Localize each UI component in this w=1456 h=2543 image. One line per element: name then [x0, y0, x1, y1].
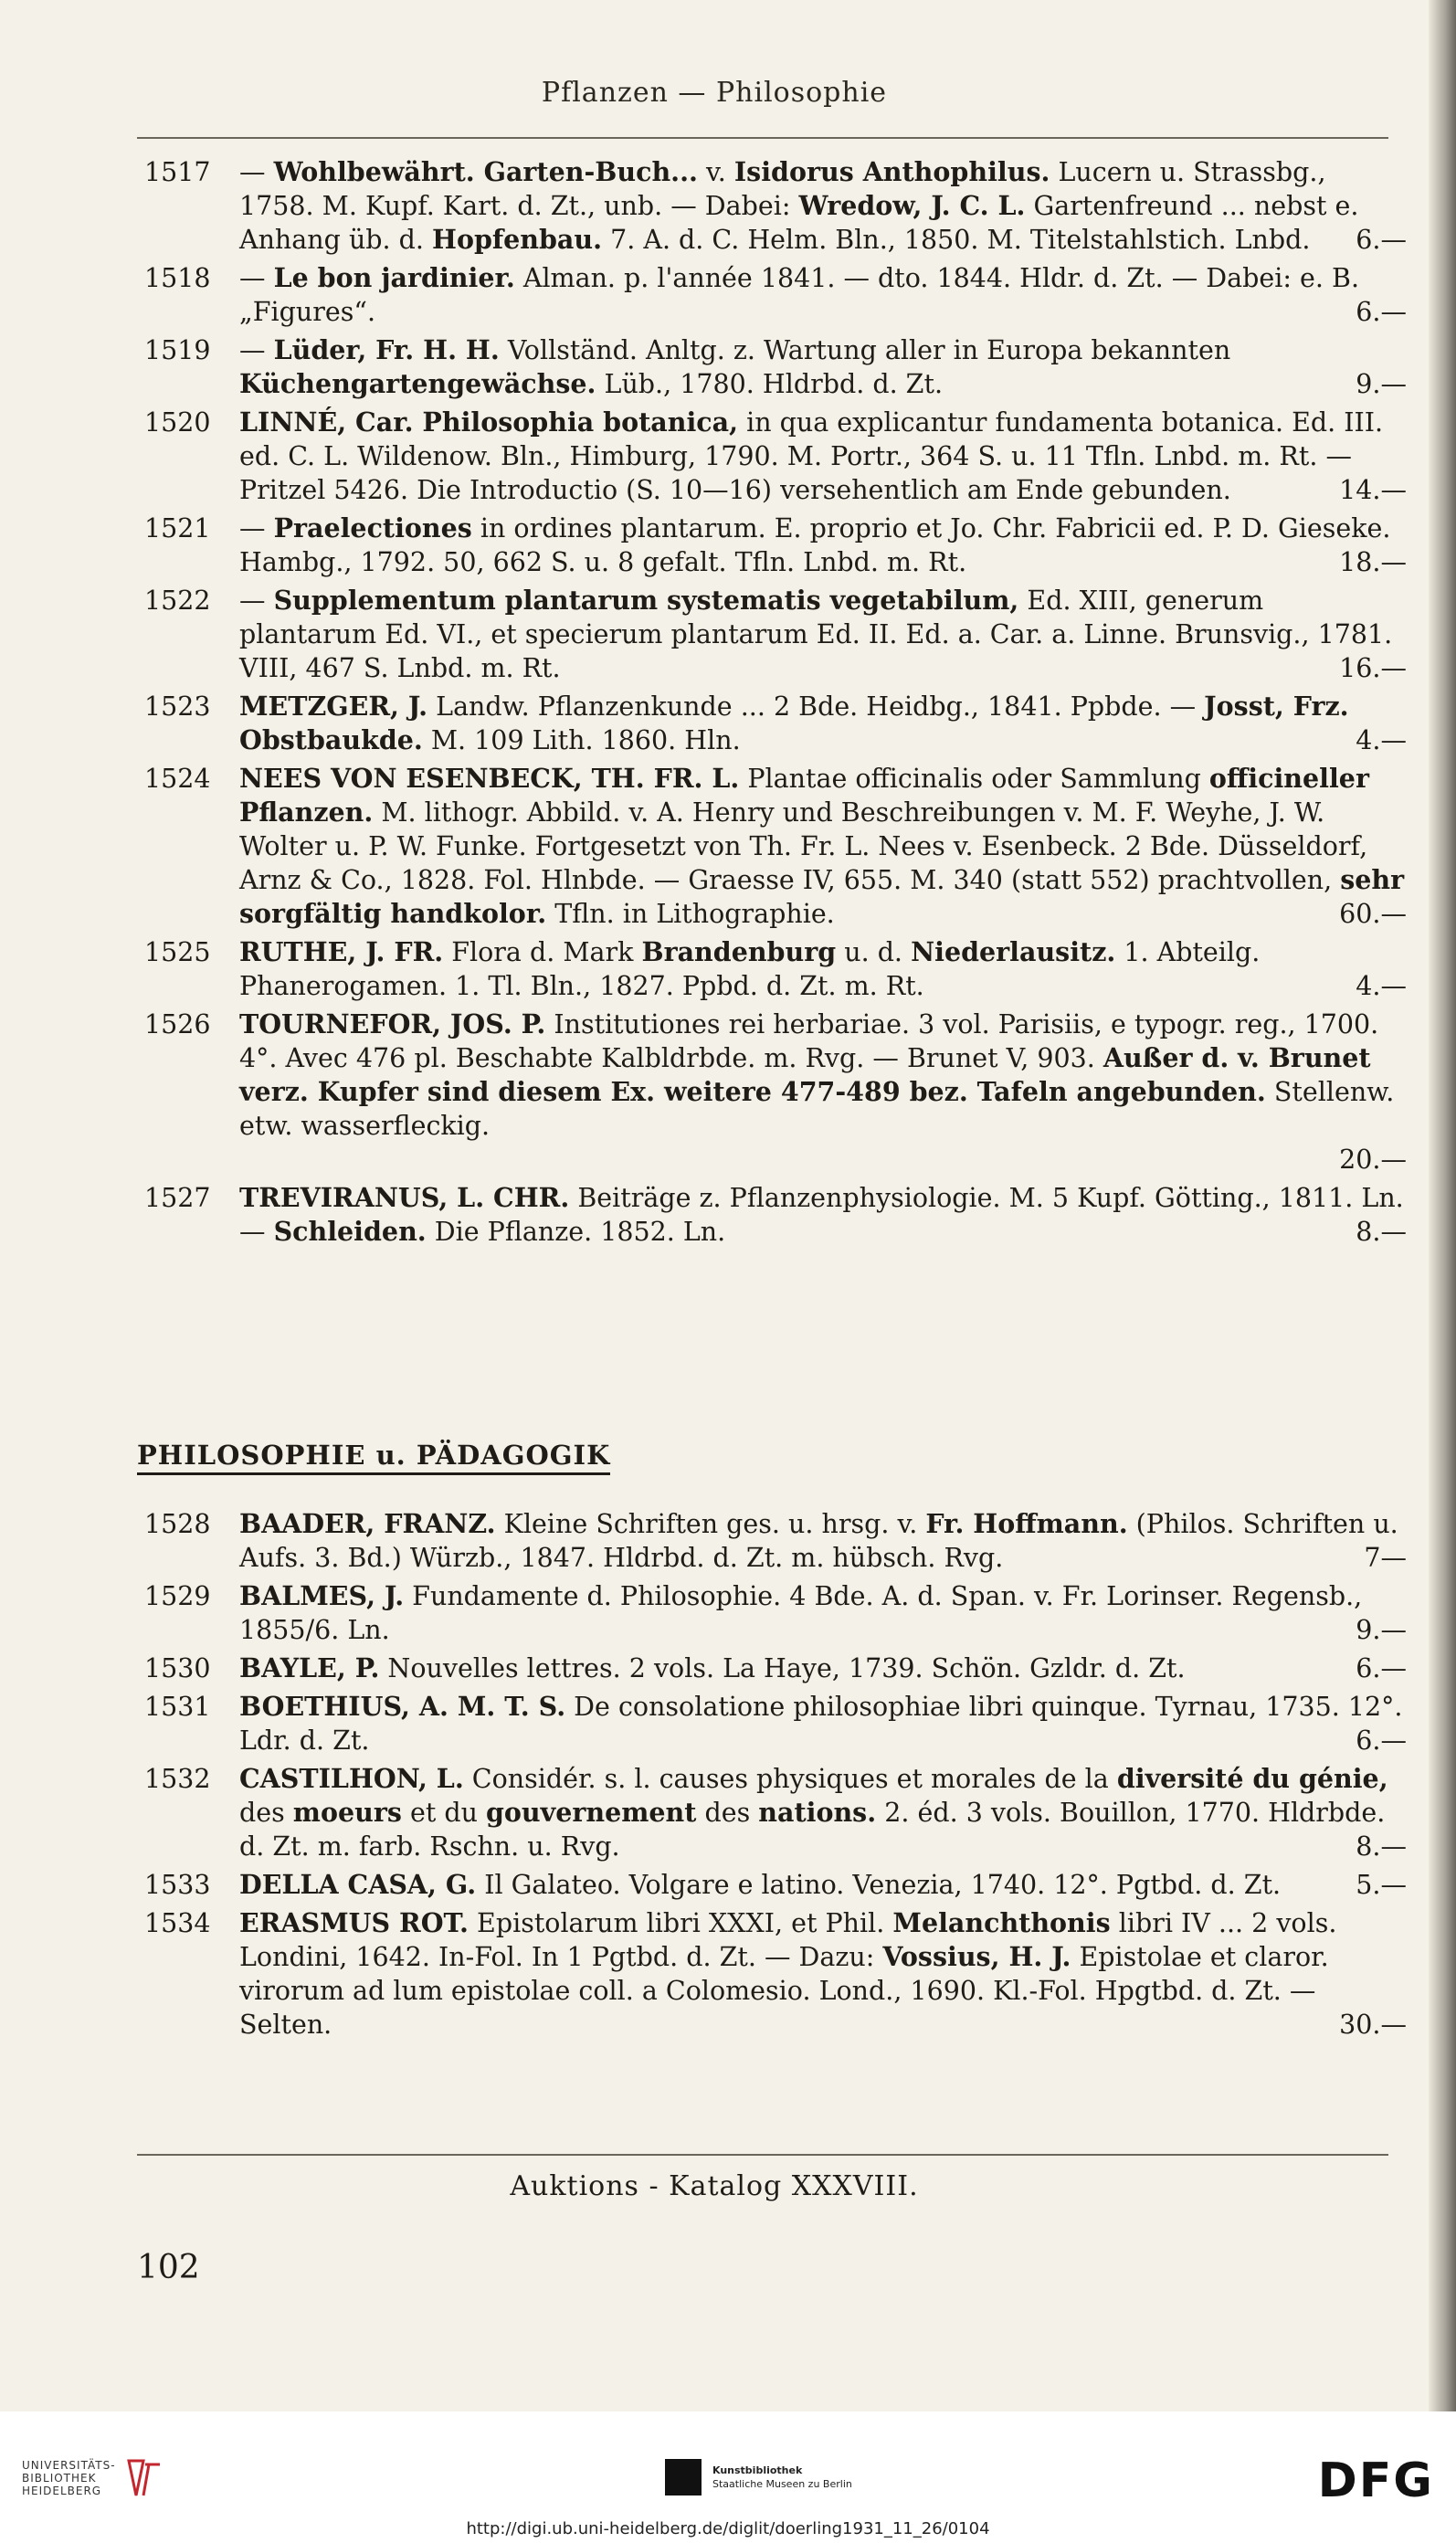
kunstbibliothek-name: Kunstbibliothek [712, 2464, 803, 2476]
bold-text: Brandenburg [641, 936, 837, 967]
kunstbibliothek-subtitle: Staatliche Museen zu Berlin [712, 2478, 852, 2490]
lot-description [239, 1868, 1407, 1902]
lot-price: 30.— [1339, 2010, 1407, 2040]
lot-price: 4.— [1356, 971, 1407, 1001]
lot-number: 1523 [144, 691, 211, 722]
bold-text: ERASMUS ROT. [239, 1907, 469, 1938]
catalog-entry [137, 333, 1407, 401]
lot-number: 1527 [144, 1183, 211, 1213]
lot-number: 1525 [144, 937, 211, 967]
plain-text: v. [697, 157, 734, 187]
plain-text: Stellenw. etw. wasserfleckig. [239, 1077, 1395, 1141]
bold-text: DELLA CASA, G. [239, 1869, 477, 1900]
plain-text: Epistolae et claror. virorum ad lum epistolae coll. a Colomesio. Lond., 1690. Kl.-Fol. Hpgtbd. d. Zt. — Selten. [239, 1942, 1329, 2040]
plain-text: Kleine Schriften ges. u. hrsg. v. [495, 1509, 926, 1539]
plain-text: Beiträge z. Pflanzenphysiologie. M. 5 Kupf. Götting., 1811. Ln. — [239, 1183, 1404, 1247]
bold-text: Hopfenbau. [432, 224, 603, 255]
scanner-edge [1429, 0, 1456, 2411]
catalog-entry [137, 690, 1407, 757]
lot-description [239, 512, 1407, 579]
university-library-text: UNIVERSITÄTS- BIBLIOTHEK HEIDELBERG [22, 2459, 116, 2497]
catalog-entry [137, 1762, 1407, 1863]
lot-description [239, 261, 1407, 329]
bold-text: diversité du génie, [1116, 1763, 1388, 1794]
lot-price: 16.— [1339, 653, 1407, 683]
lot-number: 1521 [144, 513, 211, 543]
lot-price: 4.— [1356, 725, 1407, 755]
plain-text: Vollständ. Anltg. z. Wartung aller in Europa bekannten [499, 335, 1231, 365]
catalog-entry [137, 406, 1407, 507]
plain-text: et du [401, 1798, 486, 1828]
lot-number: 1522 [144, 586, 211, 616]
plain-text: 2. éd. 3 vols. Bouillon, 1770. Hldrbde. d. Zt. m. farb. Rschn. u. Rvg. [239, 1798, 1386, 1862]
plain-text: u. d. [836, 937, 912, 967]
lot-price: 8.— [1356, 1831, 1407, 1862]
plain-text: — [239, 513, 274, 543]
bold-text: Küchengartengewächse. [239, 368, 596, 399]
lot-price: 6.— [1356, 1653, 1407, 1683]
plain-text: M. 109 Lith. 1860. Hln. [422, 725, 741, 755]
lot-description [239, 155, 1407, 257]
lot-description [239, 935, 1407, 1003]
catalog-entry [137, 584, 1407, 685]
lot-number: 1530 [144, 1653, 211, 1683]
catalog-entry [137, 1181, 1407, 1249]
lot-price: 20.— [1339, 1145, 1407, 1175]
plain-text: Alman. p. l'année 1841. — dto. 1844. Hldr. d. Zt. — Dabei: e. B. „Figures“. [239, 263, 1360, 327]
bold-text: Wohlbewährt. Garten-Buch... [273, 156, 698, 187]
kunstbibliothek-mark-icon [665, 2459, 702, 2496]
lot-number: 1529 [144, 1581, 211, 1611]
plain-text: Ed. XIII, generum plantarum Ed. VI., et specierum plantarum Ed. II. Ed. a. Car. a. Linne. Brunsvig., 1781. VIII, 467 S. Lnbd. m. Rt. [239, 586, 1393, 683]
plain-text: in qua explicantur fundamenta botanica. Ed. III. ed. C. L. Wildenow. Bln., Himburg, 1790. M. Portr., 364 S. u. 11 Tfln. Lnbd. m. Rt. — Pritzel 5426. Die Introductio (S. 10—16) versehentlich am Ende gebunden. [239, 407, 1384, 505]
lot-description [239, 1690, 1407, 1757]
lot-price: 5.— [1356, 1870, 1407, 1900]
plain-text: Nouvelles lettres. 2 vols. La Haye, 1739. Schön. Gzldr. d. Zt. [379, 1653, 1186, 1683]
bold-text: Praelectiones [273, 512, 472, 543]
bold-text: Josst, Frz. Obstbaukde. [239, 691, 1349, 755]
lot-price: 18.— [1339, 547, 1407, 577]
lot-description [239, 584, 1407, 685]
bold-text: LINNÉ, Car. Philosophia botanica, [239, 406, 739, 438]
plain-text: libri IV ... 2 vols. Londini, 1642. In-Fol. In 1 Pgtbd. d. Zt. — Dazu: [239, 1908, 1337, 1972]
lot-description [239, 1181, 1407, 1249]
plain-text: Fundamente d. Philosophie. 4 Bde. A. d. Span. v. Fr. Lorinser. Regensb., 1855/6. Ln. [239, 1581, 1363, 1645]
catalog-entry [137, 1868, 1407, 1902]
plain-text: Il Galateo. Volgare e latino. Venezia, 1740. 12°. Pgtbd. d. Zt. [476, 1870, 1282, 1900]
running-head: Pflanzen — Philosophie [541, 77, 888, 109]
university-library-logo[interactable] [22, 2457, 164, 2499]
lot-number: 1520 [144, 407, 211, 438]
lot-price: 7— [1364, 1543, 1407, 1573]
plain-text: Landw. Pflanzenkunde ... 2 Bde. Heidbg., 1841. Ppbde. — [427, 691, 1205, 722]
catalog-entry [137, 261, 1407, 329]
lot-price: 8.— [1356, 1217, 1407, 1247]
lot-number: 1517 [144, 157, 211, 187]
plain-text: Flora d. Mark [443, 937, 642, 967]
catalog-entry [137, 1906, 1407, 2042]
catalog-entry [137, 1008, 1407, 1177]
lot-description [239, 333, 1407, 401]
catalog-entry [137, 512, 1407, 579]
lot-price: 9.— [1356, 1615, 1407, 1645]
plain-text: (Philos. Schriften u. Aufs. 3. Bd.) Würzb., 1847. Hldrbd. d. Zt. m. hübsch. Rvg. [239, 1509, 1398, 1573]
lot-description [239, 762, 1407, 931]
lot-description [239, 1507, 1407, 1575]
plain-text: des [239, 1798, 293, 1828]
dfg-logo[interactable]: DFG [1317, 2453, 1434, 2508]
lot-price: 60.— [1339, 899, 1407, 929]
bold-text: Lüder, Fr. H. H. [273, 334, 500, 365]
plain-text: 7. A. d. C. Helm. Bln., 1850. M. Titelstahlstich. Lnbd. [602, 225, 1311, 255]
entries-bottom [137, 1507, 1407, 2046]
bold-text: Niederlausitz. [911, 936, 1116, 967]
header-rule [137, 137, 1388, 139]
bold-text: METZGER, J. [239, 691, 428, 722]
plain-text: 1. Abteilg. Phanerogamen. 1. Tl. Bln., 1827. Ppbd. d. Zt. m. Rt. [239, 937, 1261, 1001]
bold-text: BOETHIUS, A. M. T. S. [239, 1691, 566, 1722]
bold-text: Fr. Hoffmann. [925, 1508, 1128, 1539]
kunstbibliothek-logo[interactable] [665, 2459, 852, 2496]
lot-number: 1532 [144, 1764, 211, 1794]
bold-text: CASTILHON, L. [239, 1763, 464, 1794]
section-heading: PHILOSOPHIE u. PÄDAGOGIK [137, 1440, 610, 1475]
lot-price: 9.— [1356, 369, 1407, 399]
bold-text: Melanchthonis [892, 1907, 1111, 1938]
catalog-entry [137, 935, 1407, 1003]
bold-text: gouvernement [486, 1797, 697, 1828]
plain-text: Considér. s. l. causes physiques et morales de la [463, 1764, 1117, 1794]
bold-text: Vossius, H. J. [882, 1941, 1071, 1972]
entries-top [137, 155, 1407, 1253]
lot-number: 1528 [144, 1509, 211, 1539]
bold-text: moeurs [292, 1797, 402, 1828]
digitization-footer [0, 2411, 1456, 2543]
lot-number: 1534 [144, 1908, 211, 1938]
bold-text: Wredow, J. C. L. [798, 190, 1026, 221]
plain-text: Epistolarum libri XXXI, et Phil. [468, 1908, 893, 1938]
lot-number: 1518 [144, 263, 211, 293]
bold-text: BAADER, FRANZ. [239, 1508, 496, 1539]
bold-text: officineller Pflanzen. [239, 763, 1369, 828]
lot-price: 6.— [1356, 225, 1407, 255]
bold-text: NEES VON ESENBECK, TH. FR. L. [239, 763, 740, 794]
university-crest-icon [123, 2457, 164, 2499]
footer-rule [137, 2154, 1388, 2156]
plain-text: — [239, 263, 274, 293]
plain-text: Gartenfreund ... nebst e. Anhang üb. d. [239, 191, 1359, 255]
footer-title: Auktions - Katalog XXXVIII. [510, 2170, 919, 2202]
lot-description [239, 1579, 1407, 1647]
page-number: 102 [137, 2249, 200, 2286]
lot-price: 14.— [1339, 475, 1407, 505]
bold-text: Supplementum plantarum systematis vegetabilum, [273, 585, 1019, 616]
plain-text: Lüb., 1780. Hldrbd. d. Zt. [596, 369, 944, 399]
plain-text: des [696, 1798, 759, 1828]
bold-text: RUTHE, J. FR. [239, 936, 444, 967]
plain-text: Plantae officinalis oder Sammlung [739, 764, 1209, 794]
catalog-entry [137, 1579, 1407, 1647]
lot-description [239, 1008, 1407, 1177]
bold-text: Isidorus Anthophilus. [733, 156, 1050, 187]
plain-text: Die Pflanze. 1852. Ln. [426, 1217, 726, 1247]
bold-text: BAYLE, P. [239, 1652, 380, 1683]
plain-text: in ordines plantarum. E. proprio et Jo. Chr. Fabricii ed. P. D. Gieseke. Hambg., 1792. 50, 662 S. u. 8 gefalt. Tfln. Lnbd. m. Rt. [239, 513, 1391, 577]
bold-text: Außer d. v. Brunet verz. Kupfer sind diesem Ex. weitere 477-489 bez. Tafeln angebunden. [239, 1042, 1371, 1107]
lot-number: 1519 [144, 335, 211, 365]
lot-description [239, 1906, 1407, 2042]
catalog-entry [137, 762, 1407, 931]
lot-number: 1531 [144, 1692, 211, 1722]
plain-text: Institutiones rei herbariae. 3 vol. Parisiis, e typogr. reg., 1700. 4°. Avec 476 pl. Beschabte Kalbldrbde. m. Rvg. — Brunet V, 903. [239, 1009, 1379, 1073]
lot-description [239, 1651, 1407, 1685]
plain-text: Lucern u. Strassbg., 1758. M. Kupf. Kart. d. Zt., unb. — Dabei: [239, 157, 1326, 221]
catalog-entry [137, 1507, 1407, 1575]
plain-text: — [239, 157, 274, 187]
bold-text: sehr sorgfältig handkolor. [239, 864, 1405, 929]
lot-description [239, 406, 1407, 507]
lot-description [239, 1762, 1407, 1863]
lot-price: 6.— [1356, 297, 1407, 327]
bold-text: nations. [758, 1797, 877, 1828]
lot-number: 1524 [144, 764, 211, 794]
plain-text: Tfln. in Lithographie. [546, 899, 835, 929]
bold-text: BALMES, J. [239, 1580, 405, 1611]
plain-text: M. lithogr. Abbild. v. A. Henry und Beschreibungen v. M. F. Weyhe, J. W. Wolter u. P. W. Funke. Fortgesetzt von Th. Fr. L. Nees v. Esenbeck. 2 Bde. Düsseldorf, Arnz & Co., 1828. Fol. Hlnbde. — Graesse IV, 655. M. 340 (statt 552) prachtvollen, [239, 797, 1368, 895]
bold-text: TREVIRANUS, L. CHR. [239, 1182, 570, 1213]
bold-text: Le bon jardinier. [273, 262, 515, 293]
plain-text: De consolatione philosophiae libri quinque. Tyrnau, 1735. 12°. Ldr. d. Zt. [239, 1692, 1403, 1756]
catalog-entry [137, 155, 1407, 257]
catalog-entry [137, 1651, 1407, 1685]
catalog-entry [137, 1690, 1407, 1757]
lot-description [239, 690, 1407, 757]
lot-price: 6.— [1356, 1725, 1407, 1756]
lot-number: 1526 [144, 1009, 211, 1039]
bold-text: TOURNEFOR, JOS. P. [239, 1008, 546, 1039]
plain-text: — [239, 335, 274, 365]
permalink-url[interactable]: http://digi.ub.uni-heidelberg.de/diglit/doerling1931_11_26/0104 [466, 2519, 990, 2538]
plain-text: — [239, 586, 274, 616]
bold-text: Schleiden. [273, 1216, 427, 1247]
lot-number: 1533 [144, 1870, 211, 1900]
